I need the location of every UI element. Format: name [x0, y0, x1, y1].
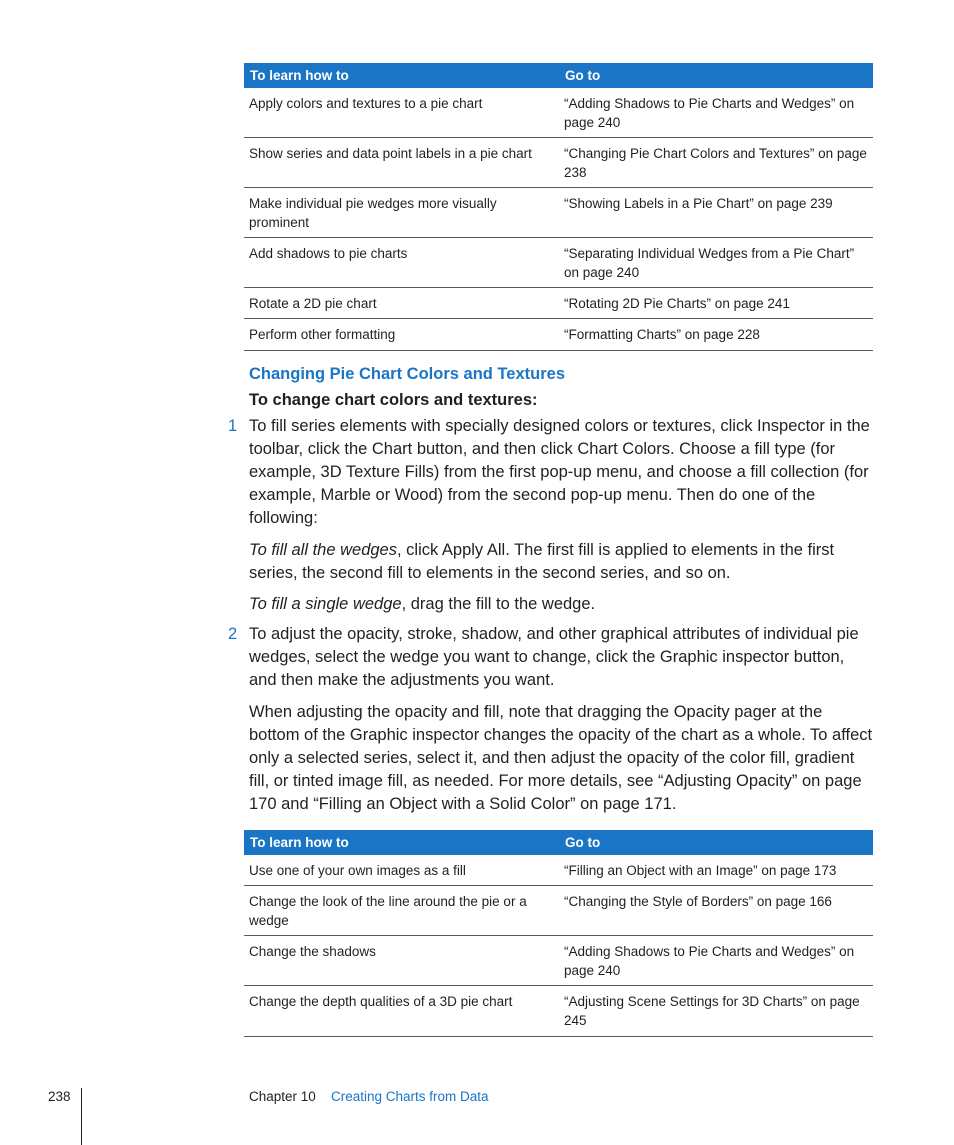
table-cell: “Adding Shadows to Pie Charts and Wedges” on page 240 [559, 936, 873, 986]
table-row [244, 986, 873, 1037]
table-cell: “Filling an Object with an Image” on page 173 [559, 855, 873, 886]
table-header-row [244, 63, 873, 88]
option-text: , drag the fill to the wedge. [401, 595, 596, 613]
table-row [244, 886, 873, 936]
reference-table-colors [244, 830, 873, 1037]
column-header: To learn how to [244, 830, 559, 855]
step-number: 2 [228, 625, 238, 643]
table-cell: Change the look of the line around the pie or a wedge [244, 886, 559, 936]
step-2-text: To adjust the opacity, stroke, shadow, and other graphical attributes of individual pie wedges, select the wedge you want to change, click the Graphic inspector button, and then make the adjustments you want. [249, 625, 859, 689]
column-header: To learn how to [244, 63, 559, 88]
footer-divider [81, 1088, 82, 1145]
table-cell: “Formatting Charts” on page 228 [559, 319, 873, 351]
table-cell: “Adjusting Scene Settings for 3D Charts” on page 245 [559, 986, 873, 1037]
table-row [244, 288, 873, 319]
option-label: To fill all the wedges [249, 541, 397, 559]
step-number: 1 [228, 417, 238, 435]
table-cell: “Showing Labels in a Pie Chart” on page 239 [559, 188, 873, 238]
table-header-row [244, 830, 873, 855]
column-header: Go to [559, 63, 873, 88]
table-cell: “Changing the Style of Borders” on page 166 [559, 886, 873, 936]
table-cell: Perform other formatting [244, 319, 559, 351]
step-1-option-single [249, 593, 874, 616]
table-cell: “Changing Pie Chart Colors and Textures” on page 238 [559, 138, 873, 188]
table-cell: Change the shadows [244, 936, 559, 986]
table-row [244, 936, 873, 986]
table-row [244, 319, 873, 351]
table-cell: Add shadows to pie charts [244, 238, 559, 288]
option-label: To fill a single wedge [249, 595, 402, 613]
table-row [244, 188, 873, 238]
chapter-title: Creating Charts from Data [331, 1089, 489, 1104]
table-row [244, 855, 873, 886]
table-cell: Apply colors and textures to a pie chart [244, 88, 559, 138]
table-cell: Show series and data point labels in a pie chart [244, 138, 559, 188]
task-lead: To change chart colors and textures: [249, 391, 538, 409]
table-cell: “Adding Shadows to Pie Charts and Wedges” on page 240 [559, 88, 873, 138]
table-cell: “Separating Individual Wedges from a Pie Chart” on page 240 [559, 238, 873, 288]
table-row [244, 238, 873, 288]
step-1-text: To fill series elements with specially designed colors or textures, click Inspector in the toolbar, click the Chart button, and then click Chart Colors. Choose a fill type (for example, 3D Texture Fills) from the first pop-up menu, and choose a fill collection (for example, Marble or Wood) from the second pop-up menu. Then do one of the following: [249, 417, 870, 527]
reference-table-pie-formatting [244, 63, 873, 351]
step-2-note: When adjusting the opacity and fill, note that dragging the Opacity pager at the bottom of the Graphic inspector changes the opacity of the chart as a whole. To affect only a selected series, select it, and then adjust the opacity of the color fill, gradient fill, or tinted image fill, as needed. For more details, see “Adjusting Opacity” on page 170 and “Filling an Object with a Solid Color” on page 171. [249, 703, 873, 813]
section-heading: Changing Pie Chart Colors and Textures [249, 365, 565, 383]
table-cell: Make individual pie wedges more visually prominent [244, 188, 559, 238]
table-cell: Rotate a 2D pie chart [244, 288, 559, 319]
page-number: 238 [48, 1089, 71, 1104]
step-1-option-all [249, 539, 874, 585]
chapter-label: Chapter 10 [249, 1089, 316, 1104]
table-cell: “Rotating 2D Pie Charts” on page 241 [559, 288, 873, 319]
table-cell: Change the depth qualities of a 3D pie chart [244, 986, 559, 1037]
table-row [244, 138, 873, 188]
table-cell: Use one of your own images as a fill [244, 855, 559, 886]
option-text: , click Apply All. The first fill is applied to elements in the first series, the second fill to elements in the second series, and so on. [249, 541, 835, 582]
column-header: Go to [559, 830, 873, 855]
table-row [244, 88, 873, 138]
